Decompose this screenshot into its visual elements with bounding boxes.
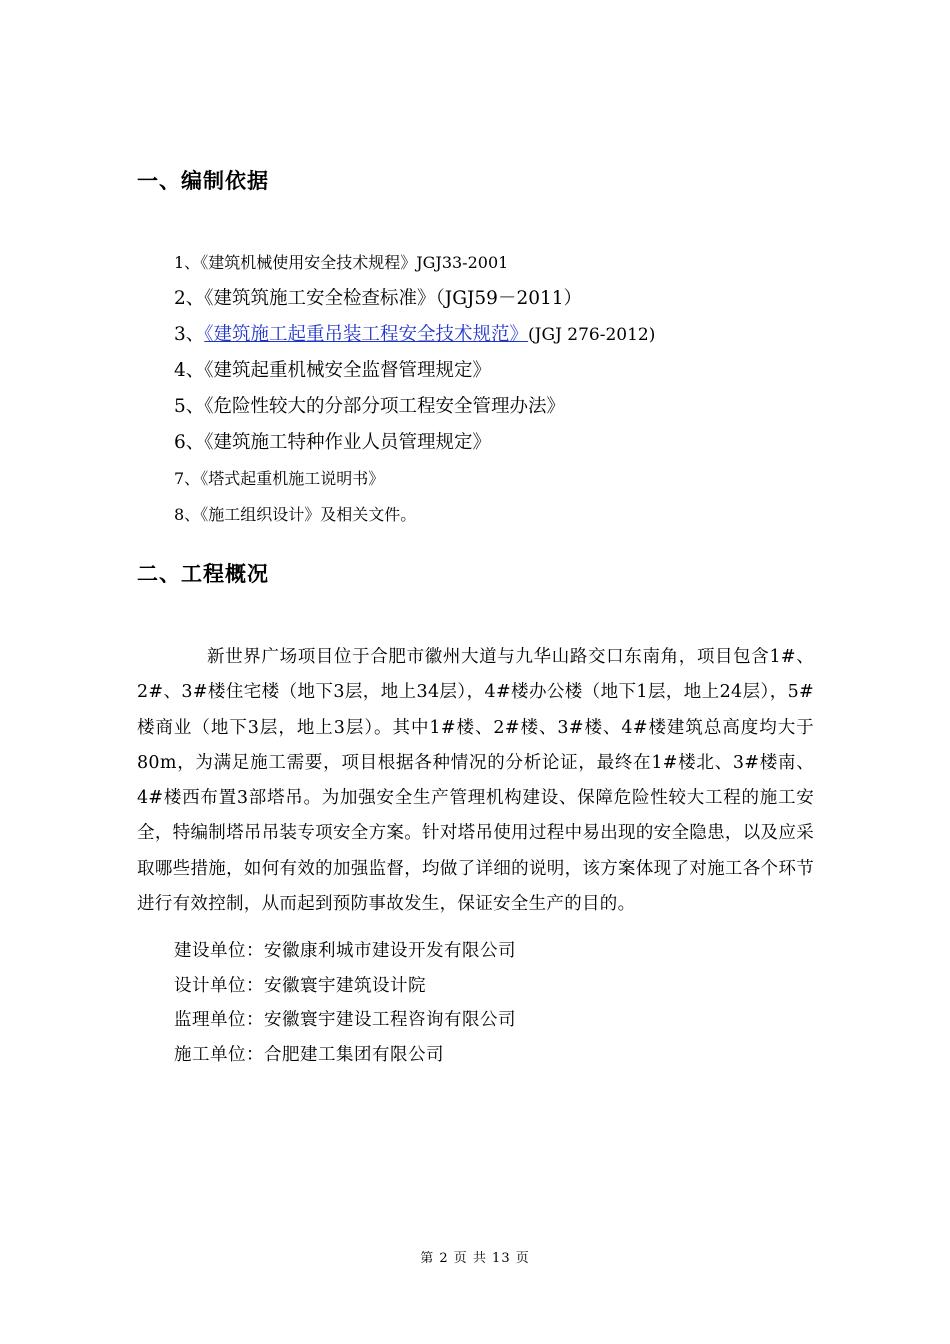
reference-number: 5、 [174,396,205,417]
reference-title: 《危险性较大的分部分项工程安全管理办法》 [204,396,566,417]
reference-item [174,392,874,428]
reference-suffix: 及相关文件。 [320,505,417,524]
reference-item [174,464,874,500]
design-unit: 设计单位：安徽寰宇建筑设计院 [174,975,426,996]
reference-list [174,248,874,536]
construction-owner: 建设单位：安徽康利城市建设开发有限公司 [174,941,516,961]
reference-number: 8、 [174,505,201,524]
page-number-footer: 第 2 页 共 13 页 [420,1251,530,1266]
reference-item [174,284,874,320]
reference-title: 《建筑施工特种作业人员管理规定》 [204,432,492,453]
reference-code: JGJ33-2001 [416,253,509,272]
reference-number: 2、 [174,288,205,309]
reference-number: 1、 [174,253,201,272]
reference-code: (JGJ 276-2012) [528,325,656,345]
project-overview-paragraph: 新世界广场项目位于合肥市徽州大道与九华山路交口东南角，项目包含1#、2#、3#楼住宅楼（地下3层，地上34层），4#楼办公楼（地下1层，地上24层），5#楼商业（地下3层，地上3层）。其中1#楼、2#楼、3#楼、4#楼建筑总高度均大于80m，为满足施工需要，项目根据各种情况的分析论证，最终在1#楼北、3#楼南、4#楼西布置3部塔吊。为加强安全生产管理机构建设、保障危险性较大工程的施工安全，特编制塔吊吊装专项安全方案。针对塔吊使用过程中易出现的安全隐患，以及应采取哪些措施，如何有效的加强监督，均做了详细的说明，该方案体现了对施工各个环节进行有效控制，从而起到预防事故发生，保证安全生产的目的。 [137,647,814,915]
reference-item [174,356,874,392]
contractor-unit: 施工单位：合肥建工集团有限公司 [174,1044,444,1065]
reference-number: 6、 [174,432,205,453]
section-heading-overview: 二、工程概况 [137,562,269,586]
supervision-unit: 监理单位：安徽寰宇建设工程咨询有限公司 [174,1010,516,1030]
reference-number: 3、 [174,324,205,345]
reference-item [174,500,874,536]
reference-number: 4、 [174,360,205,381]
reference-title: 《施工组织设计》 [200,505,321,524]
reference-title: 《建筑机械使用安全技术规程》 [200,253,417,272]
reference-code: （JGJ59－2011） [435,288,583,309]
section-heading-basis: 一、编制依据 [137,169,269,193]
reference-title: 《建筑起重机械安全监督管理规定》 [204,360,492,381]
reference-item [174,428,874,464]
reference-item [174,248,874,284]
reference-title-link[interactable]: 《建筑施工起重吊装工程安全技术规范》 [204,324,529,345]
reference-title: 《建筑筑施工安全检查标准》 [204,288,436,309]
reference-title: 《塔式起重机施工说明书》 [200,469,385,488]
project-units [174,934,516,1072]
reference-item [174,320,874,356]
reference-number: 7、 [174,469,201,488]
